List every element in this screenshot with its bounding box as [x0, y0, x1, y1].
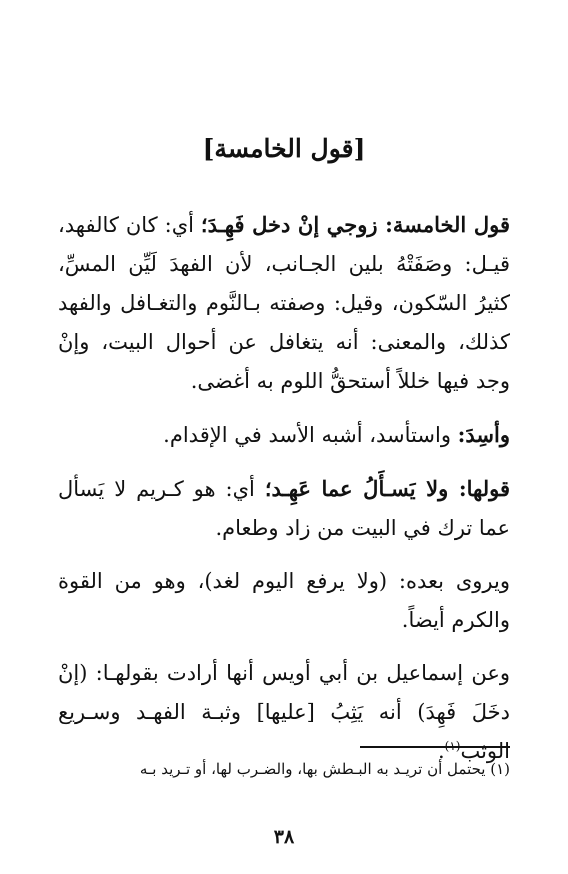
paragraph-2-text: واستأسد، أشبه الأسد في الإقدام. [163, 423, 458, 447]
paragraph-2 [58, 415, 510, 455]
paragraph-5-tail: . [437, 739, 445, 763]
page-number: ٣٨ [273, 826, 295, 848]
paragraph-1 [58, 205, 510, 401]
paragraph-1-text: أي: كان كالفهد، قيـل: وصَفَتْهُ بلين الجـانب، لأن الفهدَ لَيِّن المسِّ، كثيرُ السّكون، وقيل: وصفته بـالنَّوم والتغـافل والفهد كذلك، والمعنى: أنه يتغافل عن أحوال البيت، وإنْ وجد فيها خللاً أستحقُّ اللوم به أغضى. [58, 213, 510, 393]
paragraph-3-lead: قولها: ولا يَسـأَلُ عما عَهِـد؛ [264, 476, 510, 501]
paragraph-1-lead: قول الخامسة: زوجي إنْ دخل فَهِـدَ؛ [200, 212, 510, 237]
paragraph-3 [58, 469, 510, 548]
paragraph-4-text: ويروى بعده: (ولا يرفع اليوم لغد)، وهو من القوة والكرم أيضاً. [58, 569, 510, 632]
footnote-reference[interactable]: (١) [444, 739, 461, 753]
section-heading: [قول الخامسة] [202, 134, 366, 163]
footnote-divider [360, 746, 510, 748]
paragraph-4 [58, 562, 510, 640]
paragraph-5 [58, 654, 510, 771]
footnote: (١) يحتمل أن تريـد به البـطش بها، والضـرب لها، أو تـريد بـه [139, 760, 510, 778]
paragraph-3-text: أي: هو كـريم لا يَسأل عما ترك في البيت من زاد وطعام. [58, 477, 510, 540]
body-text [58, 205, 510, 785]
paragraph-5-text: وعن إسماعيل بن أبي أويس أنها أرادت بقولهـا: (إنْ دخَلَ فَهِدَ) أنه يَثِبُ [عليها] وثبـة الفهـد وسـريع الوثب [58, 661, 510, 763]
paragraph-2-lead: وأسِدَ: [457, 422, 510, 447]
